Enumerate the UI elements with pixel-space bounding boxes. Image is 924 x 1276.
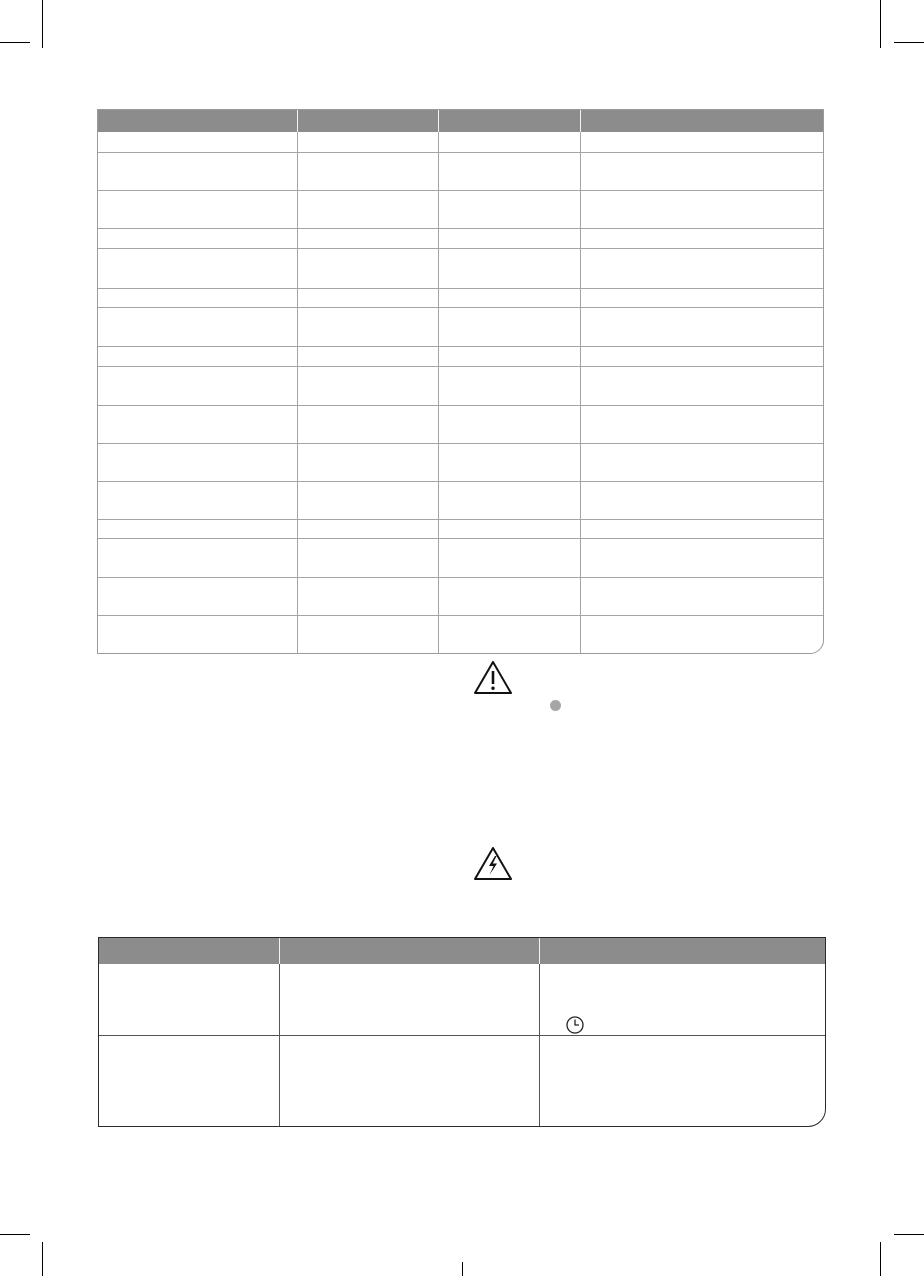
table-row [98, 615, 823, 616]
column-divider [297, 132, 298, 653]
table-row [98, 443, 823, 444]
table-row [98, 288, 823, 289]
column-divider [580, 132, 581, 653]
table-row [98, 228, 823, 229]
crop-mark [462, 1262, 463, 1276]
crop-mark [42, 0, 43, 48]
crop-mark [42, 1242, 43, 1276]
clock-icon [565, 1015, 585, 1035]
table-row [98, 366, 823, 367]
crop-mark [880, 1242, 881, 1276]
table-row [98, 538, 823, 539]
table-row [98, 519, 823, 520]
table-row [98, 577, 823, 578]
crop-mark [0, 42, 30, 43]
table-row [98, 481, 823, 482]
table-row [98, 307, 823, 308]
column-divider [539, 964, 540, 1126]
troubleshooting-table [98, 937, 826, 1127]
crop-mark [894, 1234, 924, 1235]
table-row [98, 405, 823, 406]
crop-mark [0, 1234, 30, 1235]
table-row [98, 190, 823, 191]
crop-mark [880, 0, 881, 48]
table-header [98, 110, 823, 132]
table-row [99, 1035, 825, 1036]
electric-shock-warning-icon [473, 846, 513, 882]
column-divider [279, 964, 280, 1126]
warning-triangle-icon [473, 660, 513, 696]
specification-table [97, 109, 824, 654]
table-row [98, 346, 823, 347]
table-row [98, 248, 823, 249]
column-divider [438, 132, 439, 653]
crop-mark [894, 42, 924, 43]
table-header [99, 938, 825, 964]
table-row [98, 152, 823, 153]
bullet-dot-icon [550, 700, 561, 711]
